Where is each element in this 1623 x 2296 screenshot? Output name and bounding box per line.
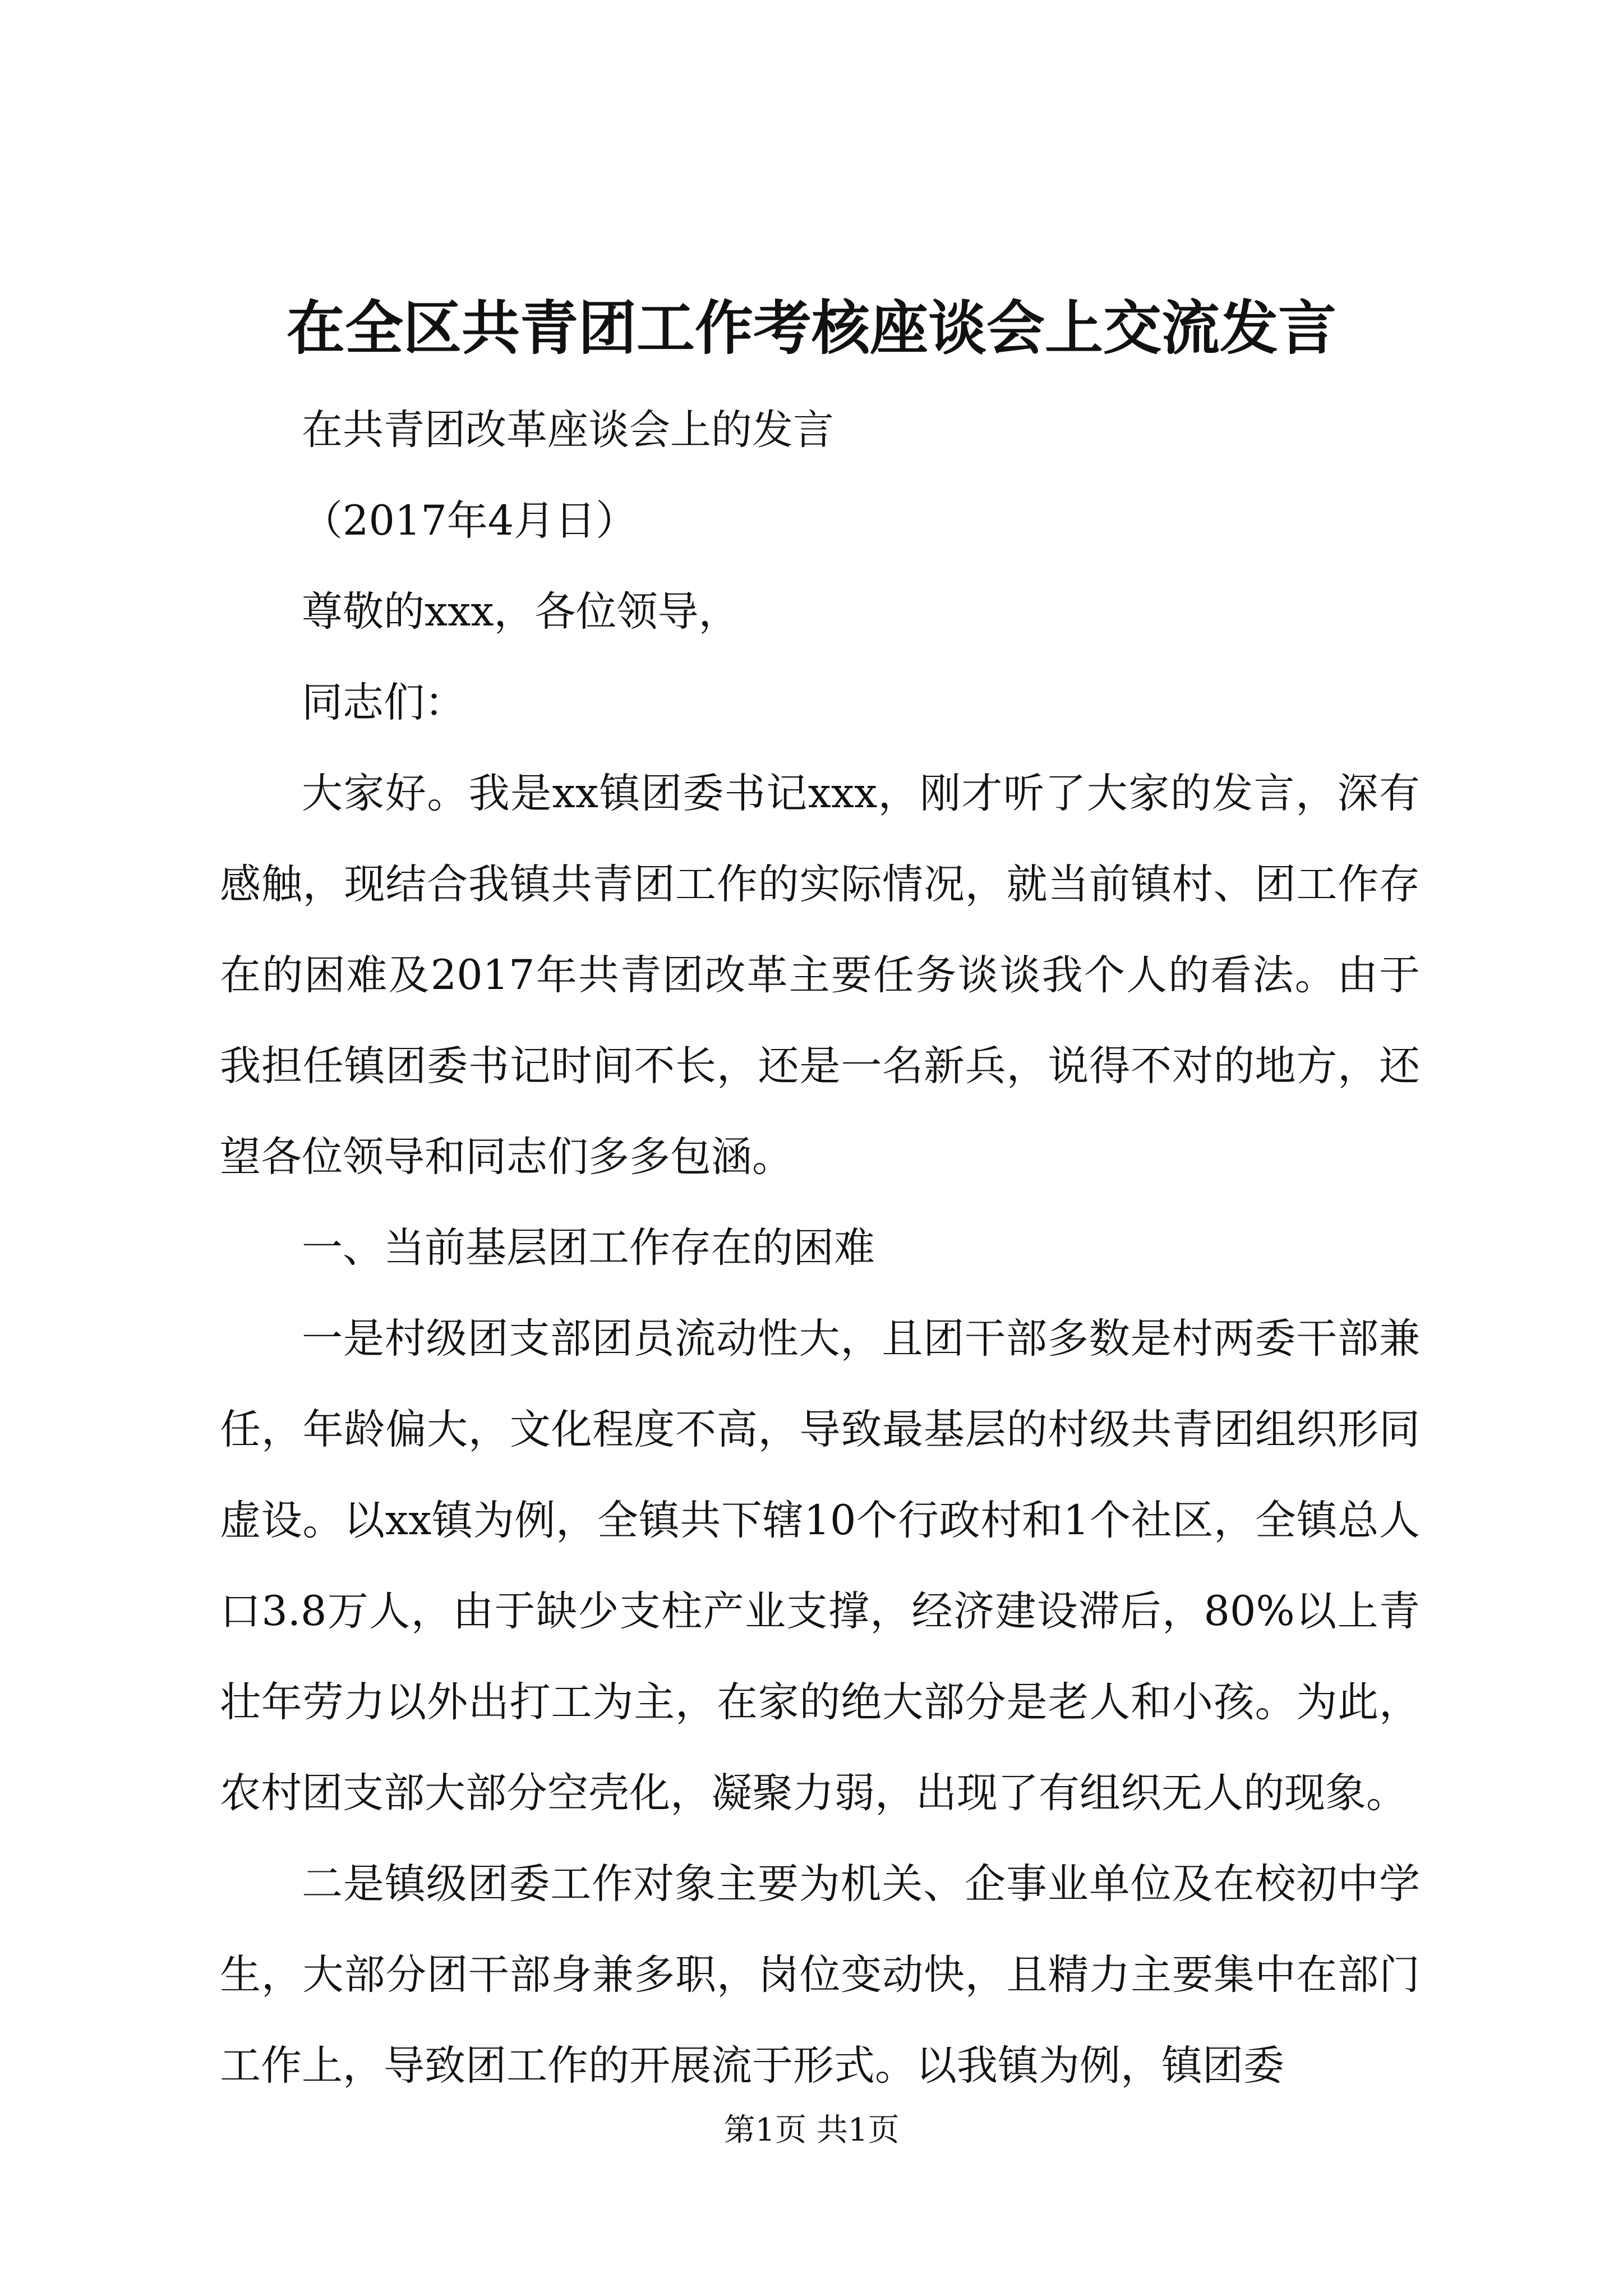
body-paragraph: 二是镇级团委工作对象主要为机关、企事业单位及在校初中学生，大部分团干部身兼多职，岗位变动快，且精力主要集中在部门工作上，导致团工作的开展流于形式。以我镇为例，镇团委 [220,1860,1420,2090]
body-paragraph: 一是村级团支部团员流动性大，且团干部多数是村两委干部兼任，年龄偏大，文化程度不高，导致最基层的村级共青团组织形同虚设。以xx镇为例，全镇共下辖10个行政村和1个社区，全镇总人口3.8万人，由于缺少支柱产业支撑，经济建设滞后，80%以上青壮年劳力以外出打工为主，在家的绝大部分是老人和小孩。为此，农村团支部大部分空壳化，凝聚力弱，出现了有组织无人的现象。 [220,1315,1420,1817]
date-paragraph: （2017年4月日） [302,497,637,545]
section-heading: 一、当前基层团工作存在的困难 [302,1224,875,1272]
intro-paragraph: 大家好。我是xx镇团委书记xxx，刚才听了大家的发言，深有感触，现结合我镇共青团工作的实际情况，就当前镇村、团工作存在的困难及2017年共青团改革主要任务谈谈我个人的看法。由于我担任镇团委书记时间不长，还是一名新兵，说得不对的地方，还望各位领导和同志们多多包涵。 [220,770,1420,1181]
document-body [220,385,1420,2111]
page-footer: 第1页 共1页 [723,2112,900,2148]
salutation-paragraph-2: 同志们： [302,679,465,726]
salutation-paragraph: 尊敬的xxx，各位领导， [302,588,740,636]
subtitle-paragraph: 在共青团改革座谈会上的发言 [302,406,834,454]
document-title: 在全区共青团工作考核座谈会上交流发言 [286,293,1336,362]
